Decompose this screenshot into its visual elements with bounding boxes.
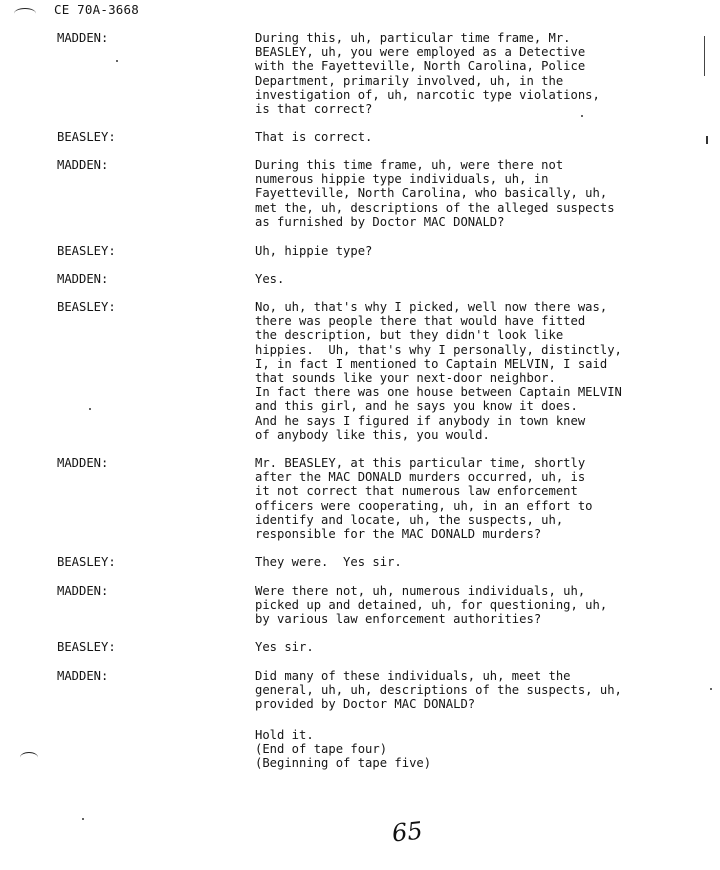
speech-text: Yes sir. bbox=[255, 640, 314, 654]
speech-text: No, uh, that's why I picked, well now there was, there was people there that would have fitted the description, but they didn't look like hippies. Uh, that's why I personally, distinctly, I, in fact I mentioned to Captain MELVIN, I said that sounds like your next-door neighbor. In fact there was one house between Captain MELVIN and this girl, and he says you know it does. And he says I figured if anybody in town knew of anybody like this, you would. bbox=[255, 300, 622, 442]
speech-text: Yes. bbox=[255, 272, 285, 286]
speech-text: They were. Yes sir. bbox=[255, 555, 402, 569]
corner-mark bbox=[14, 8, 36, 19]
speaker-label: BEASLEY: bbox=[57, 244, 116, 258]
speaker-label: BEASLEY: bbox=[57, 640, 116, 654]
speaker-label: BEASLEY: bbox=[57, 130, 116, 144]
speech-text: Uh, hippie type? bbox=[255, 244, 373, 258]
speaker-label: MADDEN: bbox=[57, 158, 109, 172]
speech-text: During this time frame, uh, were there not numerous hippie type individuals, uh, in Fayetteville, North Carolina, who basically, uh, met the, uh, descriptions of the alleged suspects as furnished by Doctor MAC DONALD? bbox=[255, 158, 615, 229]
speech-text: Were there not, uh, numerous individuals, uh, picked up and detained, uh, for questioning, uh, by various law enforcement authorities? bbox=[255, 584, 608, 627]
speech-text: During this, uh, particular time frame, Mr. BEASLEY, uh, you were employed as a Detective with the Fayetteville, North Carolina, Police Department, primarily involved, uh, in the investigation of, uh, narcotic type violations, is that correct? bbox=[255, 31, 600, 117]
speaker-label: BEASLEY: bbox=[57, 300, 116, 314]
margin-mark bbox=[20, 752, 38, 763]
speech-text: Did many of these individuals, uh, meet the general, uh, uh, descriptions of the suspects, uh, provided by Doctor MAC DONALD? bbox=[255, 669, 622, 712]
speaker-label: MADDEN: bbox=[57, 456, 109, 470]
speaker-label: MADDEN: bbox=[57, 584, 109, 598]
scan-speck bbox=[89, 408, 91, 410]
speaker-label: MADDEN: bbox=[57, 669, 109, 683]
scan-speck bbox=[116, 60, 118, 62]
scan-speck bbox=[710, 688, 712, 690]
speaker-label: BEASLEY: bbox=[57, 555, 116, 569]
scan-speck bbox=[82, 818, 84, 820]
speech-text: That is correct. bbox=[255, 130, 373, 144]
speech-text: Mr. BEASLEY, at this particular time, shortly after the MAC DONALD murders occurred, uh, is it not correct that numerous law enforcement officers were cooperating, uh, in an effort to identify and locate, uh, the suspects, uh, responsible for the MAC DONALD murders? bbox=[255, 456, 593, 542]
scan-speck bbox=[581, 115, 583, 117]
margin-tick bbox=[706, 136, 708, 144]
tape-notes: Hold it. (End of tape four) (Beginning of tape five) bbox=[255, 728, 432, 771]
document-id: CE 70A-3668 bbox=[54, 2, 139, 17]
page-number: 65 bbox=[390, 816, 424, 848]
speaker-label: MADDEN: bbox=[57, 31, 109, 45]
speaker-label: MADDEN: bbox=[57, 272, 109, 286]
